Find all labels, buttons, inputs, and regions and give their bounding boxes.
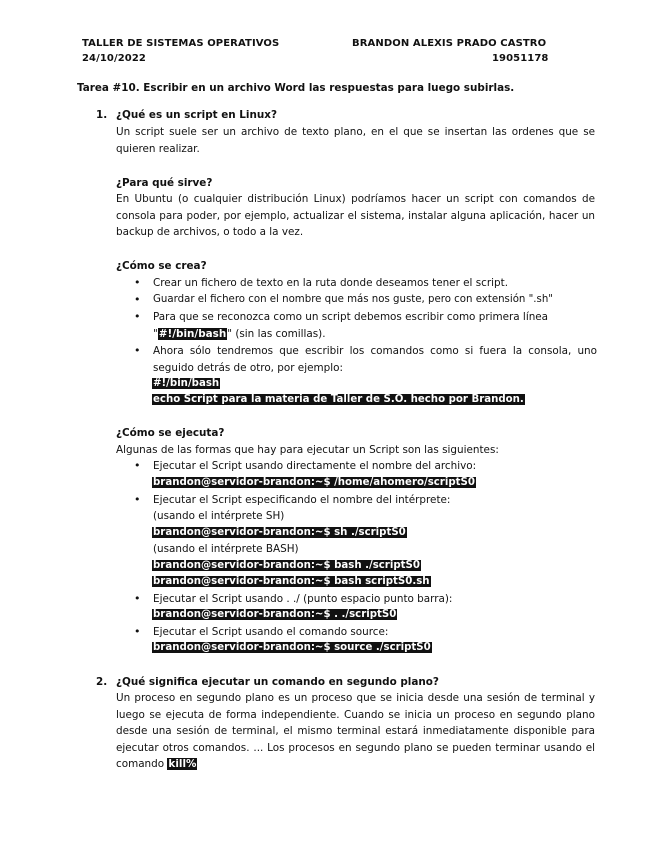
create-step-3-pre: Para que se reconozca como un script debemos escribir como primera línea " (153, 311, 549, 340)
bullet: • (134, 276, 141, 289)
bullet: • (134, 459, 141, 472)
q1-title: ¿Qué es un script en Linux? (116, 109, 278, 121)
run-cmd-bash-2: brandon@servidor-brandon:~$ bash scriptS0.sh (153, 576, 430, 587)
bullet: • (134, 293, 141, 306)
create-step-1: Crear un fichero de texto en la ruta donde deseamos tener el script. (153, 277, 508, 289)
code-echo: echo Script para la materia de Taller de S.O. hecho por Brandon. (153, 394, 524, 405)
bullet: • (134, 344, 141, 357)
code-shebang: #!/bin/bash (153, 378, 220, 389)
run-sh-note: (usando el intérprete SH) (153, 510, 285, 522)
create-step-3 (153, 309, 597, 342)
run-bash-note: (usando el intérprete BASH) (153, 543, 299, 555)
q2-title: ¿Qué significa ejecutar un comando en segundo plano? (116, 676, 439, 688)
task-title: Tarea #10. Escribir en un archivo Word las respuestas para luego subirlas. (77, 82, 515, 94)
q1-use-title: ¿Para qué sirve? (116, 177, 213, 189)
kill-command: kill% (168, 758, 197, 770)
course-title: TALLER DE SISTEMAS OPERATIVOS (82, 38, 280, 49)
q1-run-title: ¿Cómo se ejecuta? (116, 427, 225, 439)
document-date: 24/10/2022 (82, 53, 146, 64)
run-method-2: Ejecutar el Script especificando el nombre del intérprete: (153, 494, 451, 506)
create-step-4: Ahora sólo tendremos que escribir los comandos como si fuera la consola, uno seguido detrás de otro, por ejemplo: (153, 345, 597, 374)
run-method-4: Ejecutar el Script usando el comando source: (153, 626, 389, 638)
run-cmd-dot: brandon@servidor-brandon:~$ . ./scriptS0 (153, 609, 397, 620)
run-cmd-1: brandon@servidor-brandon:~$ /home/ahomero/scriptS0 (153, 477, 475, 488)
bullet: • (134, 592, 141, 605)
run-method-3: Ejecutar el Script usando . ./ (punto espacio punto barra): (153, 593, 453, 605)
q1-answer: Un script suele ser un archivo de texto plano, en el que se insertan las ordenes que se quieren realizar. (116, 126, 595, 155)
shebang-code: #!/bin/bash (158, 327, 227, 340)
q2-number: 2. (96, 676, 108, 688)
run-method-1: Ejecutar el Script usando directamente el nombre del archivo: (153, 460, 477, 472)
bullet: • (134, 625, 141, 638)
create-step-3-post: " (sin las comillas). (227, 327, 326, 340)
create-step-2: Guardar el fichero con el nombre que más nos guste, pero con extensión ".sh" (153, 294, 553, 305)
bullet: • (134, 310, 141, 323)
student-id: 19051178 (492, 53, 549, 64)
q1-number: 1. (96, 109, 108, 121)
run-cmd-source: brandon@servidor-brandon:~$ source ./scriptS0 (153, 642, 431, 653)
run-cmd-bash-1: brandon@servidor-brandon:~$ bash ./scriptS0 (153, 560, 420, 571)
author-name: BRANDON ALEXIS PRADO CASTRO (352, 38, 547, 49)
run-cmd-sh: brandon@servidor-brandon:~$ sh ./scriptS0 (153, 527, 406, 538)
bullet: • (134, 493, 141, 506)
q1-use-text: En Ubuntu (o cualquier distribución Linux) podríamos hacer un script con comandos de consola para poder, por ejemplo, actualizar el sistema, instalar alguna aplicación, hacer un backup de archivos, o todo a la vez. (116, 193, 595, 238)
q1-create-title: ¿Cómo se crea? (116, 260, 207, 272)
q1-run-intro: Algunas de las formas que hay para ejecutar un Script son las siguientes: (116, 444, 499, 456)
q2-answer: Un proceso en segundo plano es un proceso que se inicia desde una sesión de terminal y luego se ejecuta de forma independiente. Cuando se inicia un proceso en segundo plano desde una sesión de terminal, el mismo terminal estará inmediatamente disponible para ejecutar otros comandos. ... Los procesos en segundo plano se pueden terminar usando el comando kill% (116, 692, 595, 770)
